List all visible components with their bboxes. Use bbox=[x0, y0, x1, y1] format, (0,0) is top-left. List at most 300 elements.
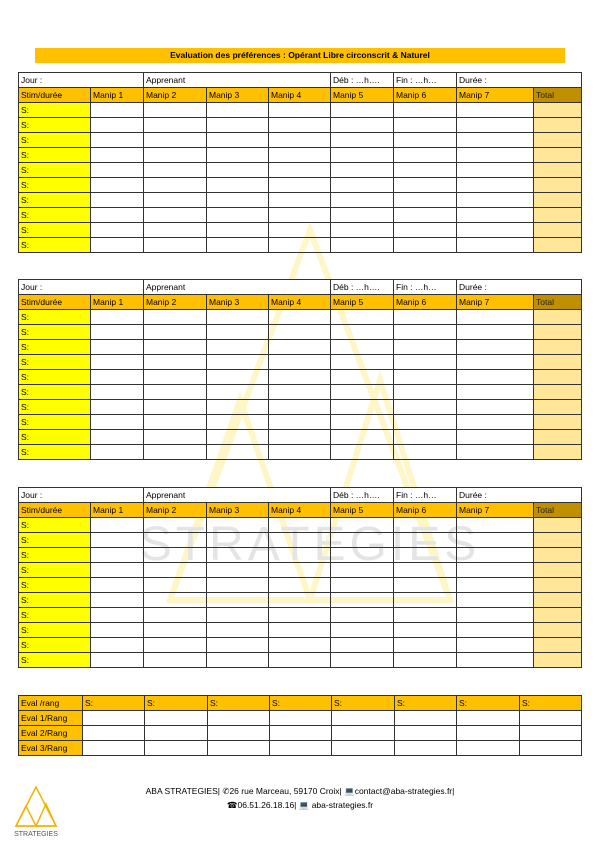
manip-cell[interactable] bbox=[269, 208, 331, 223]
manip-cell[interactable] bbox=[269, 593, 331, 608]
total-cell[interactable] bbox=[534, 415, 582, 430]
total-cell[interactable] bbox=[534, 325, 582, 340]
eval-s-cell[interactable]: S: bbox=[145, 696, 208, 711]
total-cell[interactable] bbox=[534, 148, 582, 163]
manip-cell[interactable] bbox=[331, 593, 394, 608]
manip-cell[interactable] bbox=[394, 103, 457, 118]
manip-cell[interactable] bbox=[269, 238, 331, 253]
manip-cell[interactable] bbox=[394, 310, 457, 325]
manip-cell[interactable] bbox=[269, 533, 331, 548]
manip-cell[interactable] bbox=[269, 325, 331, 340]
header-jour[interactable]: Jour : bbox=[19, 488, 144, 503]
stim-cell[interactable]: S: bbox=[19, 623, 91, 638]
manip-cell[interactable] bbox=[91, 623, 144, 638]
manip-cell[interactable] bbox=[144, 623, 207, 638]
manip-cell[interactable] bbox=[207, 563, 269, 578]
eval-cell[interactable] bbox=[83, 711, 145, 726]
manip-cell[interactable] bbox=[394, 400, 457, 415]
manip-cell[interactable] bbox=[269, 133, 331, 148]
manip-cell[interactable] bbox=[269, 563, 331, 578]
eval-cell[interactable] bbox=[145, 741, 208, 756]
eval-rang-header[interactable]: Eval /rang bbox=[19, 696, 83, 711]
manip-cell[interactable] bbox=[144, 593, 207, 608]
manip-cell[interactable] bbox=[144, 103, 207, 118]
manip-cell[interactable] bbox=[144, 430, 207, 445]
manip-cell[interactable] bbox=[144, 325, 207, 340]
manip-cell[interactable] bbox=[91, 370, 144, 385]
manip-cell[interactable] bbox=[394, 163, 457, 178]
manip-cell[interactable] bbox=[394, 608, 457, 623]
eval-cell[interactable] bbox=[208, 726, 270, 741]
total-cell[interactable] bbox=[534, 445, 582, 460]
manip-cell[interactable] bbox=[394, 178, 457, 193]
stim-cell[interactable]: S: bbox=[19, 533, 91, 548]
eval-cell[interactable] bbox=[83, 741, 145, 756]
manip-cell[interactable] bbox=[331, 370, 394, 385]
manip-cell[interactable] bbox=[394, 578, 457, 593]
manip-cell[interactable] bbox=[457, 355, 534, 370]
manip-cell[interactable] bbox=[207, 208, 269, 223]
eval-cell[interactable] bbox=[332, 741, 395, 756]
manip-cell[interactable] bbox=[269, 430, 331, 445]
eval-cell[interactable] bbox=[145, 726, 208, 741]
manip-cell[interactable] bbox=[394, 133, 457, 148]
header-jour[interactable]: Jour : bbox=[19, 280, 144, 295]
manip-cell[interactable] bbox=[144, 163, 207, 178]
manip-cell[interactable] bbox=[457, 518, 534, 533]
manip-cell[interactable] bbox=[331, 415, 394, 430]
manip-cell[interactable] bbox=[144, 370, 207, 385]
manip-cell[interactable] bbox=[457, 118, 534, 133]
manip-cell[interactable] bbox=[144, 638, 207, 653]
manip-cell[interactable] bbox=[144, 415, 207, 430]
total-cell[interactable] bbox=[534, 608, 582, 623]
manip-cell[interactable] bbox=[457, 593, 534, 608]
eval-s-cell[interactable]: S: bbox=[270, 696, 332, 711]
stim-cell[interactable]: S: bbox=[19, 355, 91, 370]
eval-row-label[interactable]: Eval 2/Rang bbox=[19, 726, 83, 741]
manip-cell[interactable] bbox=[207, 518, 269, 533]
eval-cell[interactable] bbox=[395, 711, 457, 726]
total-cell[interactable] bbox=[534, 518, 582, 533]
stim-cell[interactable]: S: bbox=[19, 415, 91, 430]
eval-cell[interactable] bbox=[520, 711, 582, 726]
manip-cell[interactable] bbox=[269, 638, 331, 653]
manip-cell[interactable] bbox=[91, 638, 144, 653]
eval-s-cell[interactable]: S: bbox=[83, 696, 145, 711]
stim-cell[interactable]: S: bbox=[19, 193, 91, 208]
manip-cell[interactable] bbox=[144, 518, 207, 533]
eval-cell[interactable] bbox=[83, 726, 145, 741]
total-cell[interactable] bbox=[534, 578, 582, 593]
manip-cell[interactable] bbox=[269, 178, 331, 193]
manip-cell[interactable] bbox=[269, 445, 331, 460]
header-deb[interactable]: Déb : …h…. bbox=[331, 280, 394, 295]
manip-cell[interactable] bbox=[394, 623, 457, 638]
manip-cell[interactable] bbox=[144, 533, 207, 548]
manip-cell[interactable] bbox=[91, 548, 144, 563]
manip-cell[interactable] bbox=[269, 340, 331, 355]
stim-cell[interactable]: S: bbox=[19, 385, 91, 400]
manip-cell[interactable] bbox=[394, 593, 457, 608]
manip-cell[interactable] bbox=[331, 208, 394, 223]
manip-cell[interactable] bbox=[457, 178, 534, 193]
manip-cell[interactable] bbox=[331, 445, 394, 460]
eval-cell[interactable] bbox=[395, 741, 457, 756]
manip-cell[interactable] bbox=[394, 325, 457, 340]
manip-cell[interactable] bbox=[457, 415, 534, 430]
eval-row-label[interactable]: Eval 1/Rang bbox=[19, 711, 83, 726]
total-cell[interactable] bbox=[534, 370, 582, 385]
stim-cell[interactable]: S: bbox=[19, 208, 91, 223]
manip-cell[interactable] bbox=[207, 103, 269, 118]
manip-cell[interactable] bbox=[269, 163, 331, 178]
header-apprenant[interactable]: Apprenant bbox=[144, 280, 331, 295]
manip-cell[interactable] bbox=[394, 208, 457, 223]
manip-cell[interactable] bbox=[457, 208, 534, 223]
manip-cell[interactable] bbox=[457, 163, 534, 178]
manip-cell[interactable] bbox=[457, 238, 534, 253]
manip-cell[interactable] bbox=[394, 370, 457, 385]
manip-cell[interactable] bbox=[457, 400, 534, 415]
stim-cell[interactable]: S: bbox=[19, 370, 91, 385]
manip-cell[interactable] bbox=[207, 533, 269, 548]
manip-cell[interactable] bbox=[207, 653, 269, 668]
manip-cell[interactable] bbox=[457, 638, 534, 653]
manip-cell[interactable] bbox=[144, 193, 207, 208]
manip-cell[interactable] bbox=[91, 178, 144, 193]
manip-cell[interactable] bbox=[207, 400, 269, 415]
manip-cell[interactable] bbox=[269, 148, 331, 163]
manip-cell[interactable] bbox=[331, 385, 394, 400]
manip-cell[interactable] bbox=[269, 193, 331, 208]
manip-cell[interactable] bbox=[331, 638, 394, 653]
manip-cell[interactable] bbox=[331, 578, 394, 593]
manip-cell[interactable] bbox=[91, 103, 144, 118]
manip-cell[interactable] bbox=[394, 385, 457, 400]
manip-cell[interactable] bbox=[144, 653, 207, 668]
stim-cell[interactable]: S: bbox=[19, 310, 91, 325]
manip-cell[interactable] bbox=[457, 133, 534, 148]
total-cell[interactable] bbox=[534, 193, 582, 208]
manip-cell[interactable] bbox=[91, 445, 144, 460]
stim-cell[interactable]: S: bbox=[19, 118, 91, 133]
eval-cell[interactable] bbox=[208, 711, 270, 726]
manip-cell[interactable] bbox=[394, 563, 457, 578]
manip-cell[interactable] bbox=[207, 223, 269, 238]
manip-cell[interactable] bbox=[91, 430, 144, 445]
manip-cell[interactable] bbox=[207, 593, 269, 608]
manip-cell[interactable] bbox=[394, 638, 457, 653]
eval-s-cell[interactable]: S: bbox=[332, 696, 395, 711]
eval-cell[interactable] bbox=[395, 726, 457, 741]
manip-cell[interactable] bbox=[144, 208, 207, 223]
eval-cell[interactable] bbox=[270, 711, 332, 726]
manip-cell[interactable] bbox=[207, 370, 269, 385]
manip-cell[interactable] bbox=[457, 623, 534, 638]
eval-cell[interactable] bbox=[457, 741, 520, 756]
manip-cell[interactable] bbox=[394, 430, 457, 445]
manip-cell[interactable] bbox=[91, 208, 144, 223]
manip-cell[interactable] bbox=[331, 563, 394, 578]
total-cell[interactable] bbox=[534, 223, 582, 238]
manip-cell[interactable] bbox=[91, 340, 144, 355]
total-cell[interactable] bbox=[534, 133, 582, 148]
total-cell[interactable] bbox=[534, 563, 582, 578]
manip-cell[interactable] bbox=[394, 445, 457, 460]
manip-cell[interactable] bbox=[144, 400, 207, 415]
manip-cell[interactable] bbox=[91, 415, 144, 430]
eval-cell[interactable] bbox=[520, 741, 582, 756]
manip-cell[interactable] bbox=[394, 193, 457, 208]
total-cell[interactable] bbox=[534, 355, 582, 370]
manip-cell[interactable] bbox=[91, 533, 144, 548]
total-cell[interactable] bbox=[534, 533, 582, 548]
total-cell[interactable] bbox=[534, 208, 582, 223]
header-jour[interactable]: Jour : bbox=[19, 73, 144, 88]
stim-cell[interactable]: S: bbox=[19, 548, 91, 563]
manip-cell[interactable] bbox=[331, 518, 394, 533]
manip-cell[interactable] bbox=[144, 223, 207, 238]
manip-cell[interactable] bbox=[207, 430, 269, 445]
manip-cell[interactable] bbox=[331, 163, 394, 178]
manip-cell[interactable] bbox=[144, 355, 207, 370]
manip-cell[interactable] bbox=[331, 533, 394, 548]
manip-cell[interactable] bbox=[457, 223, 534, 238]
manip-cell[interactable] bbox=[331, 103, 394, 118]
manip-cell[interactable] bbox=[91, 385, 144, 400]
manip-cell[interactable] bbox=[269, 355, 331, 370]
manip-cell[interactable] bbox=[457, 103, 534, 118]
manip-cell[interactable] bbox=[457, 385, 534, 400]
manip-cell[interactable] bbox=[457, 193, 534, 208]
header-fin[interactable]: Fin : …h… bbox=[394, 488, 457, 503]
header-fin[interactable]: Fin : …h… bbox=[394, 280, 457, 295]
manip-cell[interactable] bbox=[91, 325, 144, 340]
manip-cell[interactable] bbox=[457, 310, 534, 325]
manip-cell[interactable] bbox=[91, 193, 144, 208]
eval-cell[interactable] bbox=[208, 741, 270, 756]
manip-cell[interactable] bbox=[331, 148, 394, 163]
manip-cell[interactable] bbox=[331, 178, 394, 193]
manip-cell[interactable] bbox=[269, 415, 331, 430]
manip-cell[interactable] bbox=[331, 653, 394, 668]
manip-cell[interactable] bbox=[207, 548, 269, 563]
total-cell[interactable] bbox=[534, 593, 582, 608]
header-deb[interactable]: Déb : …h…. bbox=[331, 73, 394, 88]
manip-cell[interactable] bbox=[207, 325, 269, 340]
manip-cell[interactable] bbox=[457, 533, 534, 548]
manip-cell[interactable] bbox=[331, 310, 394, 325]
manip-cell[interactable] bbox=[269, 623, 331, 638]
manip-cell[interactable] bbox=[91, 310, 144, 325]
manip-cell[interactable] bbox=[144, 578, 207, 593]
manip-cell[interactable] bbox=[457, 548, 534, 563]
stim-cell[interactable]: S: bbox=[19, 430, 91, 445]
manip-cell[interactable] bbox=[269, 518, 331, 533]
manip-cell[interactable] bbox=[394, 238, 457, 253]
manip-cell[interactable] bbox=[207, 118, 269, 133]
eval-s-cell[interactable]: S: bbox=[520, 696, 582, 711]
eval-cell[interactable] bbox=[332, 726, 395, 741]
manip-cell[interactable] bbox=[457, 148, 534, 163]
stim-cell[interactable]: S: bbox=[19, 400, 91, 415]
total-cell[interactable] bbox=[534, 103, 582, 118]
manip-cell[interactable] bbox=[331, 325, 394, 340]
manip-cell[interactable] bbox=[91, 355, 144, 370]
manip-cell[interactable] bbox=[269, 385, 331, 400]
stim-cell[interactable]: S: bbox=[19, 340, 91, 355]
stim-cell[interactable]: S: bbox=[19, 163, 91, 178]
manip-cell[interactable] bbox=[394, 118, 457, 133]
manip-cell[interactable] bbox=[207, 178, 269, 193]
manip-cell[interactable] bbox=[269, 400, 331, 415]
stim-cell[interactable]: S: bbox=[19, 638, 91, 653]
manip-cell[interactable] bbox=[331, 548, 394, 563]
manip-cell[interactable] bbox=[269, 370, 331, 385]
manip-cell[interactable] bbox=[207, 193, 269, 208]
manip-cell[interactable] bbox=[331, 355, 394, 370]
manip-cell[interactable] bbox=[144, 310, 207, 325]
manip-cell[interactable] bbox=[269, 548, 331, 563]
manip-cell[interactable] bbox=[331, 193, 394, 208]
header-apprenant[interactable]: Apprenant bbox=[144, 488, 331, 503]
total-cell[interactable] bbox=[534, 653, 582, 668]
header-deb[interactable]: Déb : …h…. bbox=[331, 488, 394, 503]
manip-cell[interactable] bbox=[331, 118, 394, 133]
eval-cell[interactable] bbox=[457, 726, 520, 741]
manip-cell[interactable] bbox=[207, 355, 269, 370]
eval-s-cell[interactable]: S: bbox=[457, 696, 520, 711]
manip-cell[interactable] bbox=[144, 445, 207, 460]
manip-cell[interactable] bbox=[394, 340, 457, 355]
header-duree[interactable]: Durée : bbox=[457, 280, 582, 295]
manip-cell[interactable] bbox=[144, 548, 207, 563]
manip-cell[interactable] bbox=[207, 578, 269, 593]
manip-cell[interactable] bbox=[457, 653, 534, 668]
manip-cell[interactable] bbox=[144, 608, 207, 623]
manip-cell[interactable] bbox=[269, 310, 331, 325]
manip-cell[interactable] bbox=[144, 118, 207, 133]
manip-cell[interactable] bbox=[144, 238, 207, 253]
eval-cell[interactable] bbox=[332, 711, 395, 726]
manip-cell[interactable] bbox=[91, 148, 144, 163]
total-cell[interactable] bbox=[534, 400, 582, 415]
manip-cell[interactable] bbox=[331, 430, 394, 445]
total-cell[interactable] bbox=[534, 385, 582, 400]
manip-cell[interactable] bbox=[207, 310, 269, 325]
manip-cell[interactable] bbox=[91, 223, 144, 238]
eval-cell[interactable] bbox=[145, 711, 208, 726]
manip-cell[interactable] bbox=[91, 593, 144, 608]
manip-cell[interactable] bbox=[457, 578, 534, 593]
manip-cell[interactable] bbox=[457, 430, 534, 445]
eval-cell[interactable] bbox=[457, 711, 520, 726]
total-cell[interactable] bbox=[534, 163, 582, 178]
manip-cell[interactable] bbox=[394, 653, 457, 668]
manip-cell[interactable] bbox=[144, 340, 207, 355]
manip-cell[interactable] bbox=[269, 578, 331, 593]
total-cell[interactable] bbox=[534, 310, 582, 325]
stim-cell[interactable]: S: bbox=[19, 445, 91, 460]
manip-cell[interactable] bbox=[331, 133, 394, 148]
manip-cell[interactable] bbox=[91, 163, 144, 178]
manip-cell[interactable] bbox=[457, 370, 534, 385]
stim-cell[interactable]: S: bbox=[19, 608, 91, 623]
manip-cell[interactable] bbox=[457, 340, 534, 355]
manip-cell[interactable] bbox=[331, 608, 394, 623]
manip-cell[interactable] bbox=[207, 133, 269, 148]
stim-cell[interactable]: S: bbox=[19, 103, 91, 118]
manip-cell[interactable] bbox=[457, 325, 534, 340]
manip-cell[interactable] bbox=[91, 118, 144, 133]
stim-cell[interactable]: S: bbox=[19, 563, 91, 578]
manip-cell[interactable] bbox=[269, 223, 331, 238]
manip-cell[interactable] bbox=[207, 638, 269, 653]
manip-cell[interactable] bbox=[457, 563, 534, 578]
manip-cell[interactable] bbox=[394, 548, 457, 563]
header-apprenant[interactable]: Apprenant bbox=[144, 73, 331, 88]
manip-cell[interactable] bbox=[207, 385, 269, 400]
stim-cell[interactable]: S: bbox=[19, 238, 91, 253]
manip-cell[interactable] bbox=[269, 653, 331, 668]
manip-cell[interactable] bbox=[394, 533, 457, 548]
manip-cell[interactable] bbox=[144, 385, 207, 400]
stim-cell[interactable]: S: bbox=[19, 578, 91, 593]
header-duree[interactable]: Durée : bbox=[457, 488, 582, 503]
manip-cell[interactable] bbox=[394, 415, 457, 430]
manip-cell[interactable] bbox=[269, 103, 331, 118]
manip-cell[interactable] bbox=[144, 148, 207, 163]
eval-cell[interactable] bbox=[270, 741, 332, 756]
stim-cell[interactable]: S: bbox=[19, 223, 91, 238]
stim-cell[interactable]: S: bbox=[19, 518, 91, 533]
manip-cell[interactable] bbox=[91, 608, 144, 623]
total-cell[interactable] bbox=[534, 118, 582, 133]
total-cell[interactable] bbox=[534, 430, 582, 445]
manip-cell[interactable] bbox=[394, 223, 457, 238]
manip-cell[interactable] bbox=[207, 608, 269, 623]
manip-cell[interactable] bbox=[394, 355, 457, 370]
manip-cell[interactable] bbox=[91, 578, 144, 593]
manip-cell[interactable] bbox=[394, 518, 457, 533]
stim-cell[interactable]: S: bbox=[19, 653, 91, 668]
total-cell[interactable] bbox=[534, 178, 582, 193]
manip-cell[interactable] bbox=[331, 623, 394, 638]
manip-cell[interactable] bbox=[457, 608, 534, 623]
manip-cell[interactable] bbox=[331, 238, 394, 253]
manip-cell[interactable] bbox=[91, 653, 144, 668]
manip-cell[interactable] bbox=[144, 563, 207, 578]
eval-cell[interactable] bbox=[270, 726, 332, 741]
stim-cell[interactable]: S: bbox=[19, 133, 91, 148]
stim-cell[interactable]: S: bbox=[19, 325, 91, 340]
total-cell[interactable] bbox=[534, 623, 582, 638]
manip-cell[interactable] bbox=[269, 608, 331, 623]
manip-cell[interactable] bbox=[91, 518, 144, 533]
stim-cell[interactable]: S: bbox=[19, 593, 91, 608]
manip-cell[interactable] bbox=[207, 340, 269, 355]
manip-cell[interactable] bbox=[394, 148, 457, 163]
manip-cell[interactable] bbox=[207, 163, 269, 178]
manip-cell[interactable] bbox=[331, 400, 394, 415]
manip-cell[interactable] bbox=[91, 563, 144, 578]
eval-s-cell[interactable]: S: bbox=[395, 696, 457, 711]
manip-cell[interactable] bbox=[457, 445, 534, 460]
stim-cell[interactable]: S: bbox=[19, 178, 91, 193]
manip-cell[interactable] bbox=[207, 238, 269, 253]
eval-row-label[interactable]: Eval 3/Rang bbox=[19, 741, 83, 756]
